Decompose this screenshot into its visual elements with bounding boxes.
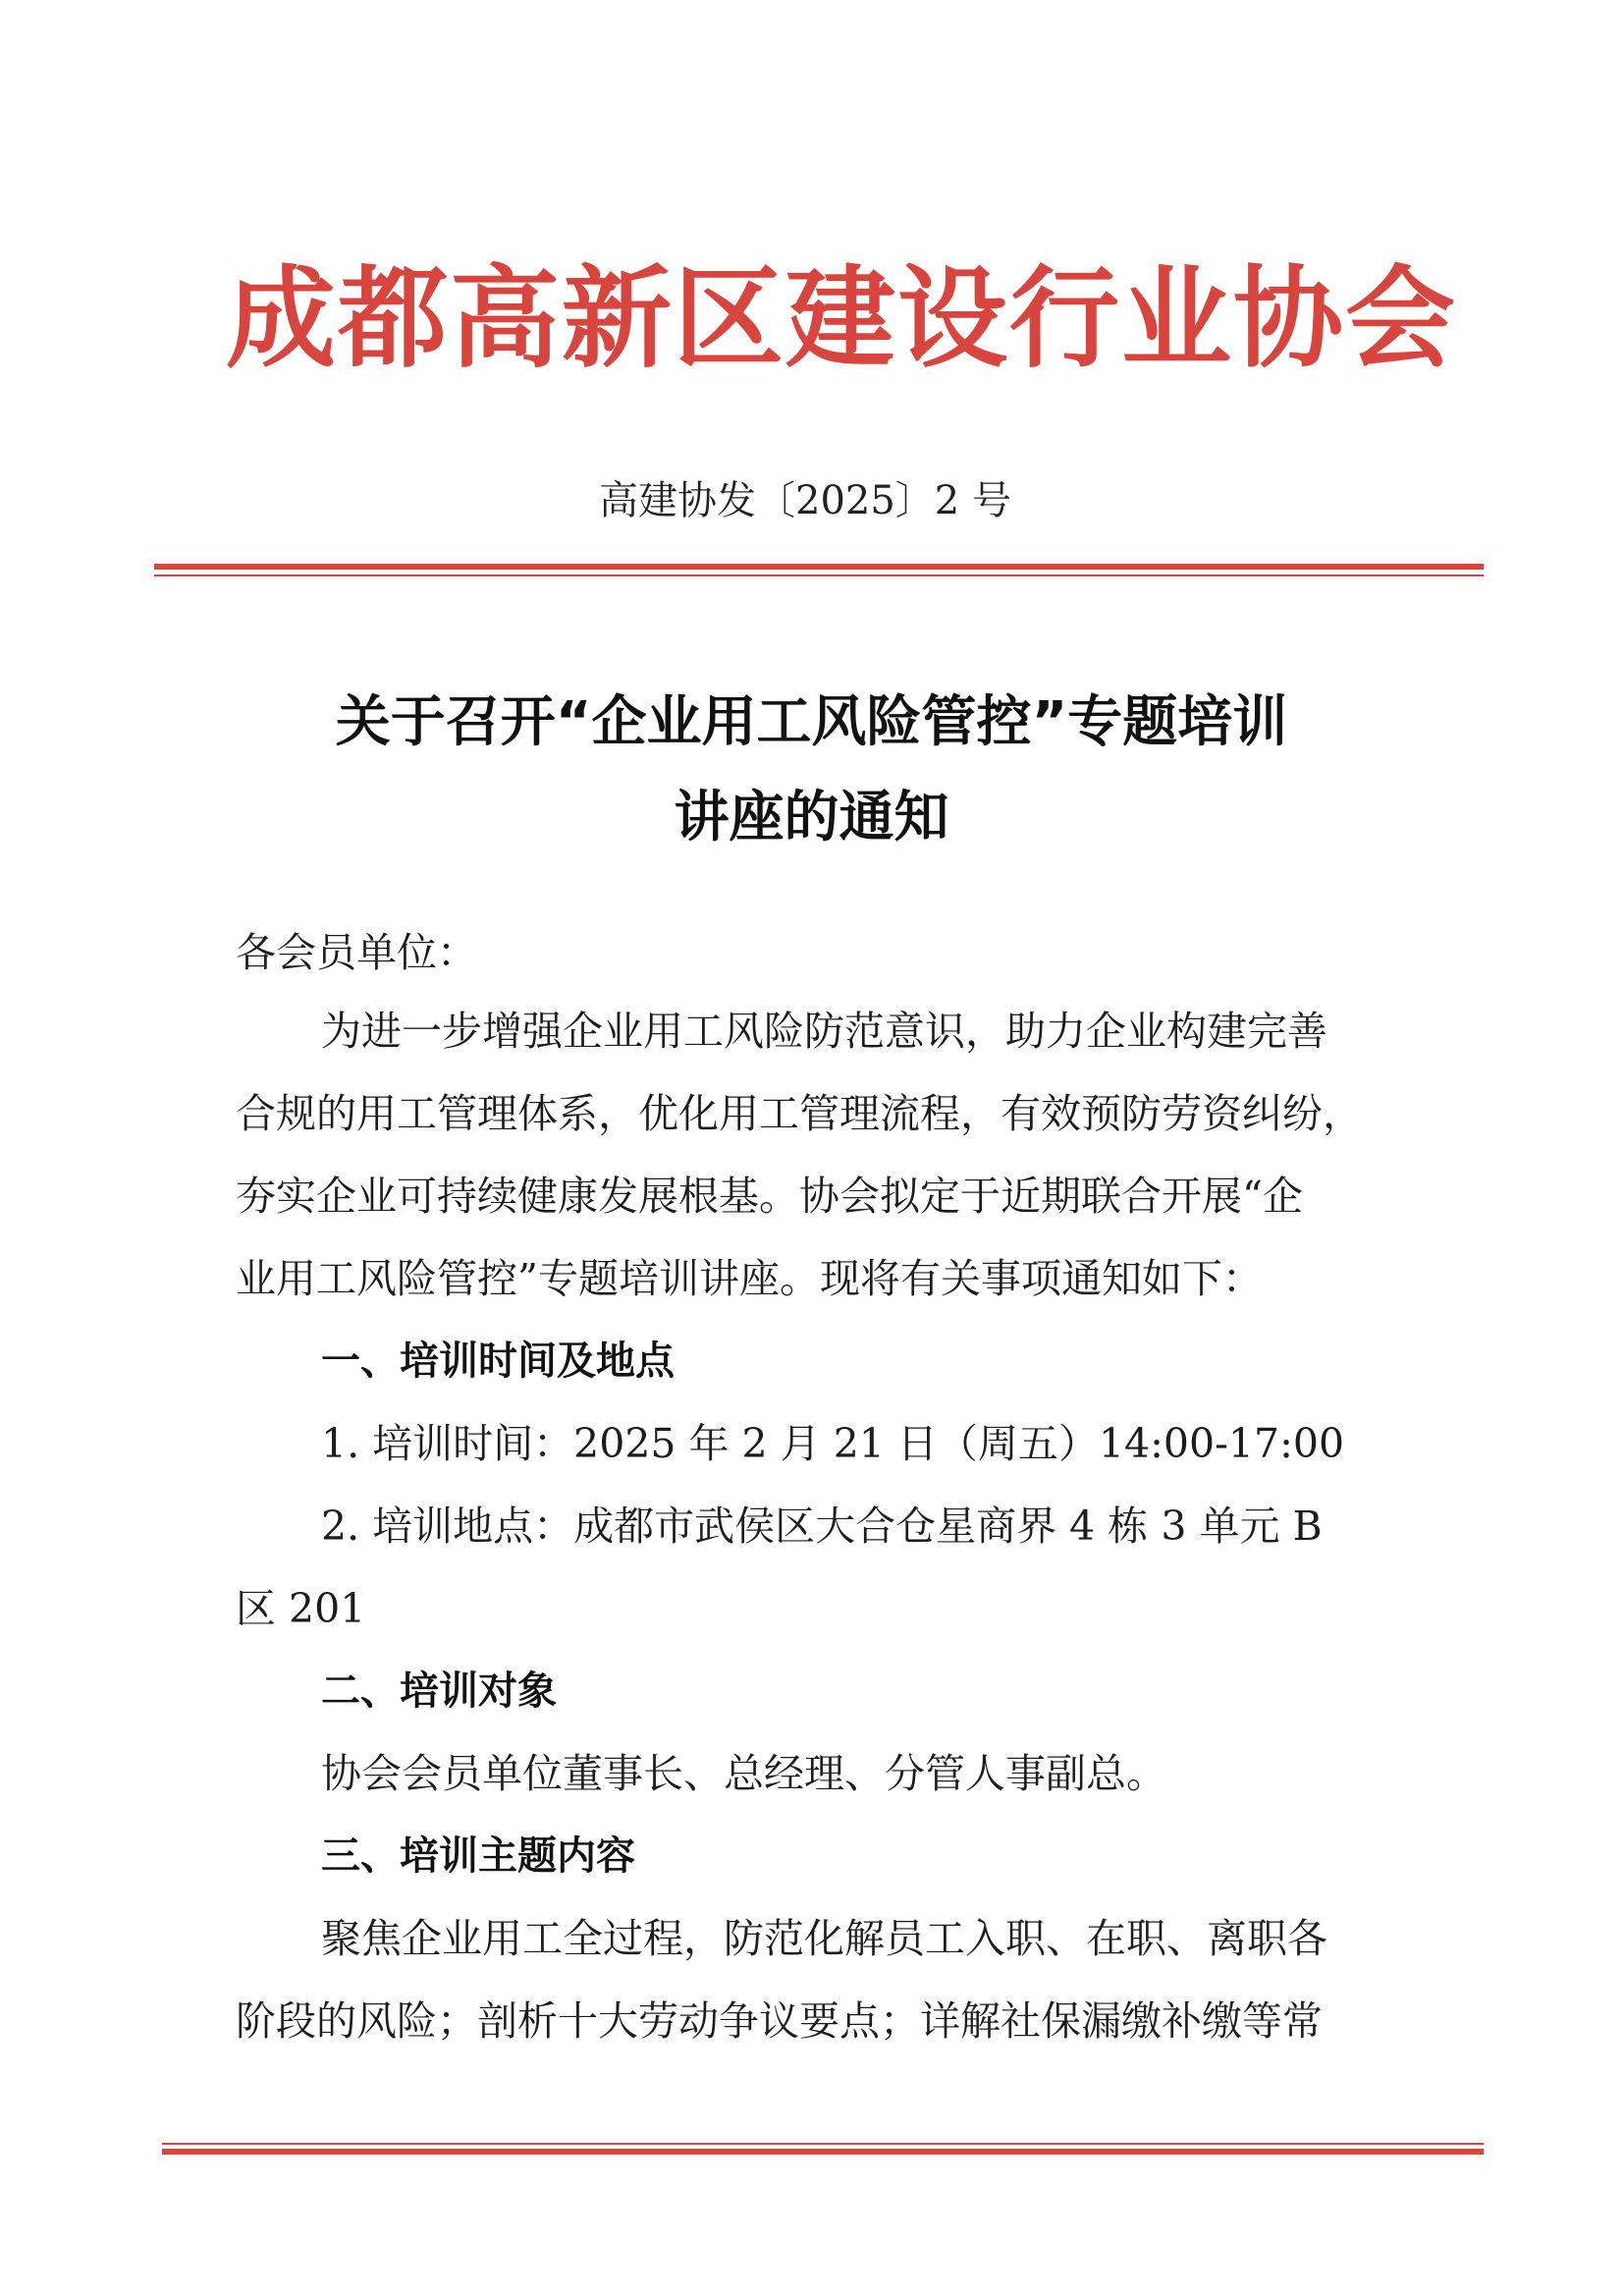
intro-line-2: 合规的用工管理体系，优化用工管理流程，有效预防劳资纠纷， (236, 1090, 1363, 1137)
intro-line-3: 夯实企业可持续健康发展根基。协会拟定于近期联合开展“企 (236, 1173, 1303, 1220)
section-3-heading: 三、培训主题内容 (321, 1833, 635, 1879)
notice-title-line-2: 讲座的通知 (674, 786, 949, 849)
footer-red-rule-thin (162, 2143, 1484, 2145)
header-red-rule-thin (154, 574, 1484, 576)
notice-title-line-1: 关于召开“企业用工风险管控”专题培训 (335, 690, 1288, 754)
item-training-time: 1. 培训时间：2025 年 2 月 21 日（周五）14:00-17:00 (321, 1420, 1345, 1467)
intro-line-4: 业用工风险管控”专题培训讲座。现将有关事项通知如下： (236, 1255, 1263, 1302)
section-2-text: 协会会员单位董事长、总经理、分管人事副总。 (321, 1750, 1166, 1797)
section-1-heading: 一、培训时间及地点 (321, 1339, 675, 1384)
salutation: 各会员单位： (236, 929, 477, 976)
item-training-location-line-2: 区 201 (236, 1585, 366, 1632)
section-3-line-1: 聚焦企业用工全过程，防范化解员工入职、在职、离职各 (321, 1915, 1327, 1962)
document-number: 高建协发〔2025〕2 号 (599, 478, 1011, 523)
section-3-line-2: 阶段的风险；剖析十大劳动争议要点；详解社保漏缴补缴等常 (236, 1997, 1323, 2045)
intro-line-1: 为进一步增强企业用工风险防范意识，助力企业构建完善 (321, 1008, 1327, 1055)
organization-name-header: 成都高新区建设行业协会 (226, 254, 1457, 383)
section-2-heading: 二、培训对象 (321, 1668, 557, 1714)
item-training-location-line-1: 2. 培训地点：成都市武侯区大合仓星商界 4 栋 3 单元 B (321, 1503, 1323, 1550)
footer-red-rule-thick (162, 2149, 1484, 2155)
header-red-rule-thick (154, 564, 1484, 570)
